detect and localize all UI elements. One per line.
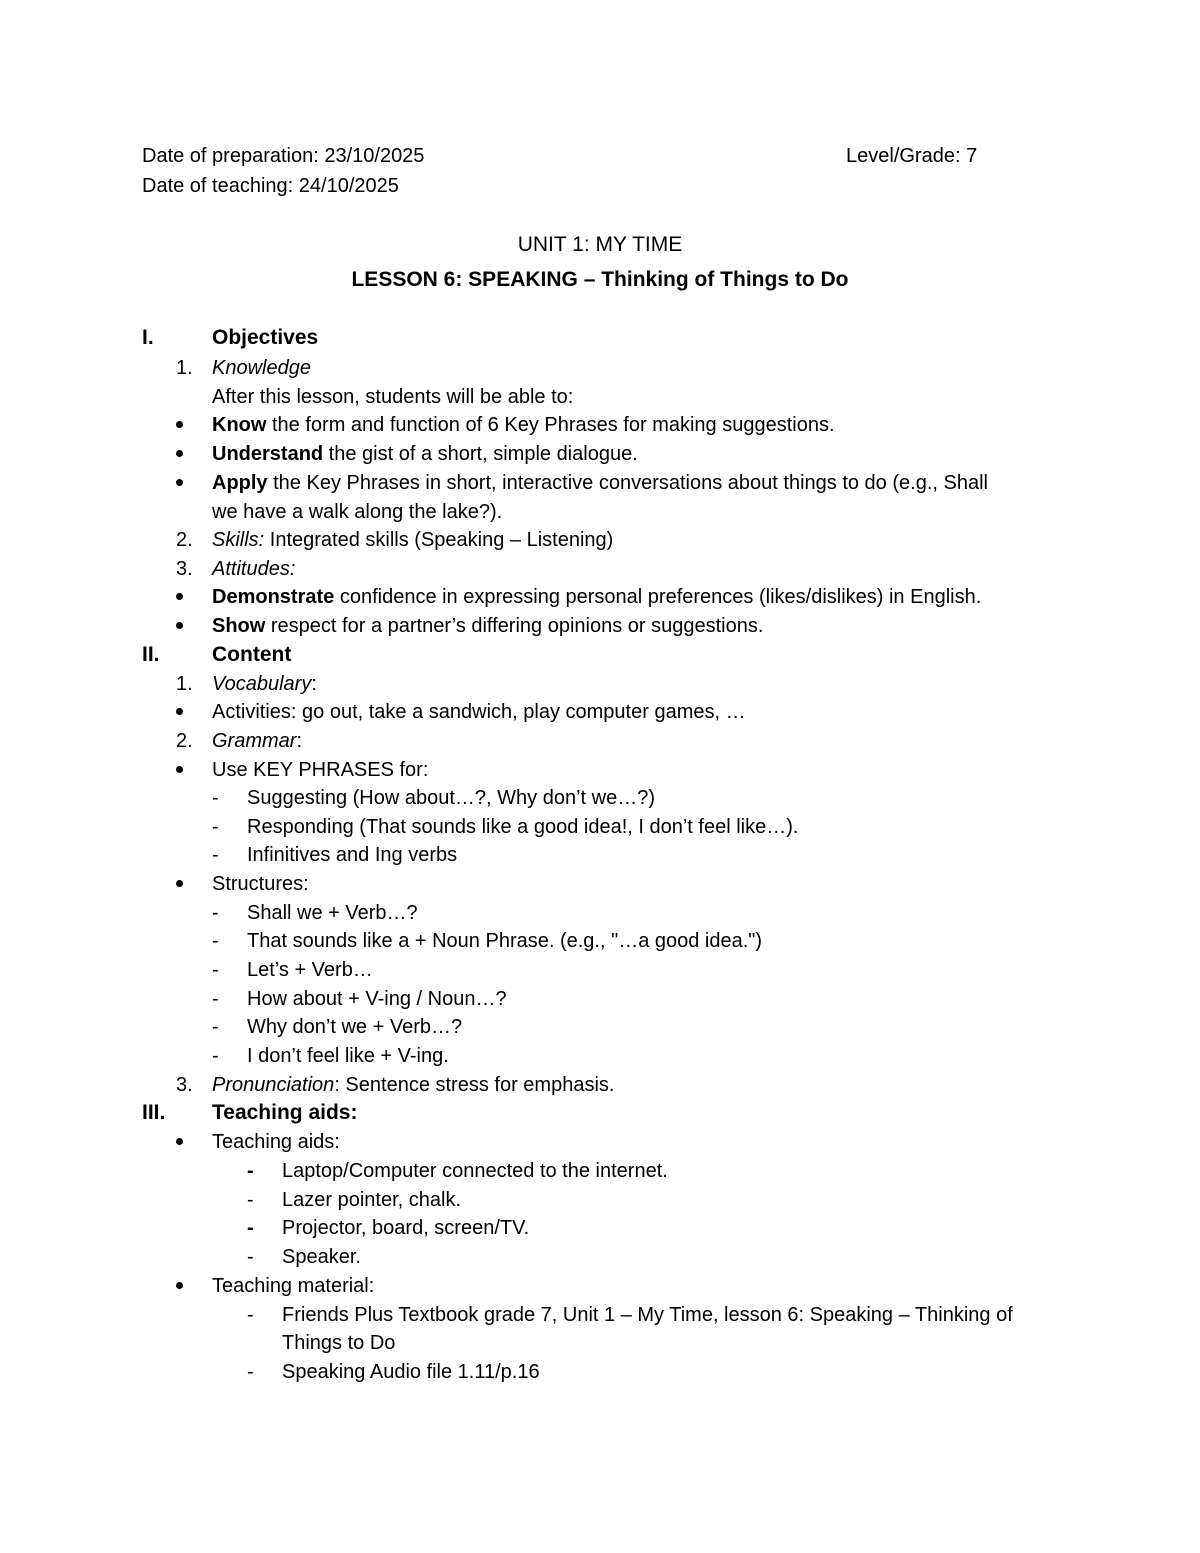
bullet-icon [176,1138,183,1145]
vocabulary-item: Activities: go out, take a sandwich, play computer games, … [212,701,746,723]
attitude-item: Demonstrate confidence in expressing personal preferences (likes/dislikes) in English. [212,586,982,608]
teaching-material: Speaking Audio file 1.11/p.16 [282,1361,540,1383]
grammar-label: Grammar: [212,730,303,752]
key-phrase-item: Infinitives and Ing verbs [247,844,458,866]
dash-marker: - [212,816,219,838]
section-heading-objectives: Objectives [212,326,319,349]
dash-marker: - [212,844,219,866]
dash-marker: - [247,1246,254,1268]
bullet-icon [176,450,183,457]
teaching-aids-item: Teaching aids: [212,1131,340,1153]
lesson-title: LESSON 6: SPEAKING – Thinking of Things to Do [351,268,849,291]
objective-item-continued: we have a walk along the lake?). [212,501,503,523]
vocabulary-label: Vocabulary: [212,673,317,695]
structures-item: Structures: [212,873,309,895]
bullet-icon [176,1282,183,1289]
knowledge-label: Knowledge [212,357,311,379]
structure-item: Let’s + Verb… [247,959,373,981]
bullet-icon [176,593,183,600]
structure-item: Shall we + Verb…? [247,902,418,924]
structure-item: Why don’t we + Verb…? [247,1016,463,1038]
list-number: 3. [176,558,193,580]
dash-marker: - [247,1160,254,1182]
bullet-icon [176,708,183,715]
bullet-icon [176,479,183,486]
dash-marker: - [247,1361,254,1383]
teaching-aid: Laptop/Computer connected to the internet. [282,1160,668,1182]
objectives-intro: After this lesson, students will be able to: [212,386,574,408]
teaching-aid: Speaker. [282,1246,361,1268]
date-of-preparation: Date of preparation: 23/10/2025 [142,145,425,167]
structure-item: How about + V-ing / Noun…? [247,988,507,1010]
dash-marker: - [212,930,219,952]
pronunciation-line: Pronunciation: Sentence stress for emphasis. [212,1074,615,1096]
key-phrases-item: Use KEY PHRASES for: [212,759,429,781]
dash-marker: - [212,988,219,1010]
list-number: 1. [176,673,193,695]
objective-item: Know the form and function of 6 Key Phrases for making suggestions. [212,414,835,436]
section-heading-teaching-aids: Teaching aids: [212,1101,358,1124]
unit-title: UNIT 1: MY TIME [517,233,683,256]
teaching-material-item: Teaching material: [212,1275,375,1297]
bullet-icon [176,766,183,773]
section-number: III. [142,1101,166,1124]
teaching-aid: Lazer pointer, chalk. [282,1189,461,1211]
dash-marker: - [247,1217,254,1239]
list-number: 3. [176,1074,193,1096]
dash-marker: - [212,902,219,924]
teaching-aid: Projector, board, screen/TV. [282,1217,530,1239]
teaching-material-continued: Things to Do [282,1332,396,1354]
teaching-material: Friends Plus Textbook grade 7, Unit 1 – My Time, lesson 6: Speaking – Thinking of [282,1304,1013,1326]
section-heading-content: Content [212,643,292,666]
dash-marker: - [212,787,219,809]
list-number: 2. [176,529,193,551]
attitudes-label: Attitudes: [212,558,296,580]
objective-item: Apply the Key Phrases in short, interactive conversations about things to do (e.g., Shall [212,472,988,494]
list-number: 2. [176,730,193,752]
key-phrase-item: Suggesting (How about…?, Why don’t we…?) [247,787,655,809]
level-grade: Level/Grade: 7 [846,145,978,167]
list-number: 1. [176,357,193,379]
bullet-icon [176,421,183,428]
dash-marker: - [247,1304,254,1326]
date-of-teaching: Date of teaching: 24/10/2025 [142,175,399,197]
attitude-item: Show respect for a partner’s differing opinions or suggestions. [212,615,764,637]
skills-line: Skills: Integrated skills (Speaking – Listening) [212,529,614,551]
objective-item: Understand the gist of a short, simple dialogue. [212,443,638,465]
structure-item: That sounds like a + Noun Phrase. (e.g., "…a good idea.") [247,930,763,952]
section-number: I. [142,326,154,349]
dash-marker: - [247,1189,254,1211]
bullet-icon [176,880,183,887]
structure-item: I don’t feel like + V-ing. [247,1045,449,1067]
dash-marker: - [212,1016,219,1038]
key-phrase-item: Responding (That sounds like a good idea!, I don’t feel like…). [247,816,799,838]
section-number: II. [142,643,160,666]
dash-marker: - [212,1045,219,1067]
dash-marker: - [212,959,219,981]
bullet-icon [176,622,183,629]
